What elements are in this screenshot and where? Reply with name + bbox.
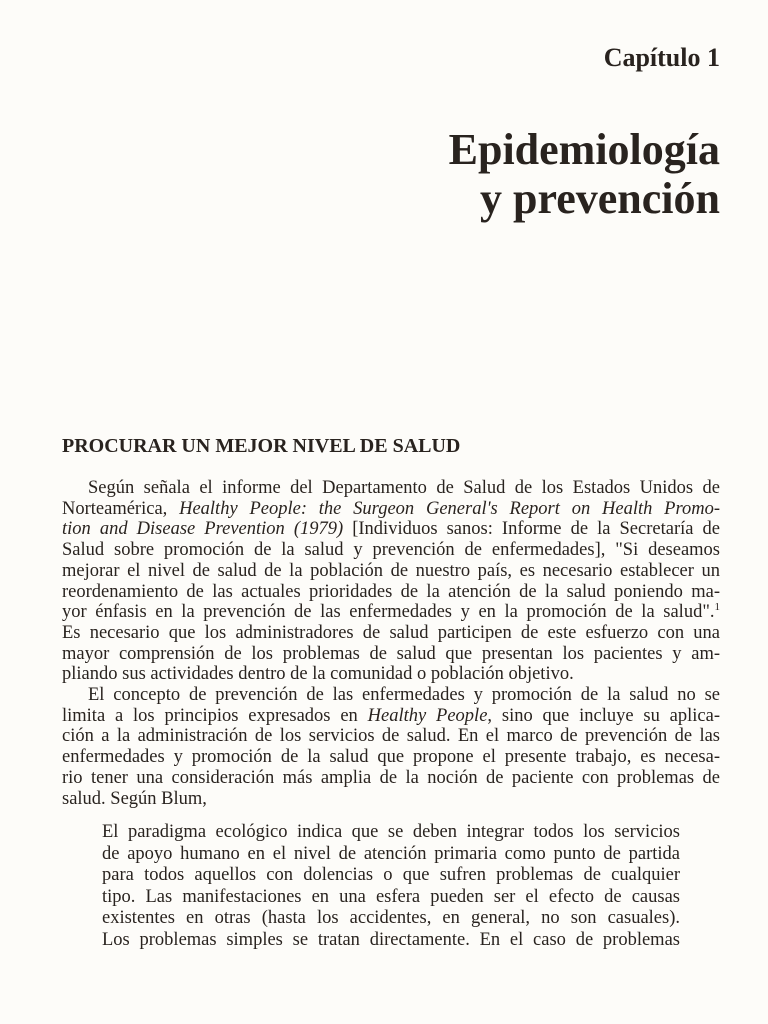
text-run: El concepto de prevención de las enfermedades y promoción de la salud no se [88, 685, 720, 706]
quote-line: de apoyo humano en el nivel de atención primaria como punto de partida [102, 843, 680, 864]
text-line [62, 685, 720, 706]
text-run: yor énfasis en la prevención de las enfermedades y en la promoción de la salud". [62, 602, 715, 623]
paragraph [62, 685, 720, 809]
section-heading: PROCURAR UN MEJOR NIVEL DE SALUD [62, 435, 461, 457]
text-line [62, 768, 720, 789]
chapter-title [449, 125, 720, 223]
text-line [62, 478, 720, 499]
italic-run: tion and Disease Prevention (1979) [62, 519, 344, 540]
text-run: limita a los principios expresados en [62, 705, 368, 726]
paragraph [62, 478, 720, 685]
italic-run: Healthy People [367, 705, 488, 726]
text-line [62, 623, 720, 644]
chapter-label: Capítulo 1 [603, 43, 720, 72]
block-quote [102, 822, 680, 951]
text-run: reordenamiento de las actuales prioridades de la atención de la salud poniendo ma- [62, 581, 720, 602]
chapter-title-line: Epidemiología [448, 125, 720, 174]
text-line [62, 726, 720, 747]
text-run: enfermedades y promoción de la salud que propone el presente trabajo, es necesa- [62, 747, 720, 768]
text-line [62, 499, 720, 520]
text-line [62, 582, 720, 603]
text-run: Es necesario que los administradores de salud participen de este esfuerzo con una [62, 622, 720, 643]
quote-line: para todos aquellos con dolencias o que sufren problemas de cualquier [102, 865, 680, 886]
text-run: Salud sobre promoción de la salud y prevención de enfermedades], "Si deseamos [62, 540, 720, 561]
text-line [62, 789, 720, 810]
quote-line: Los problemas simples se tratan directamente. En el caso de problemas [102, 929, 680, 950]
body-text [62, 478, 720, 951]
text-run: [Individuos sanos: Informe de la Secretaría de [343, 519, 720, 540]
quote-line: existentes en otras (hasta los accidentes, en general, no son casuales). [102, 908, 680, 929]
text-run: mayor comprensión de los problemas de salud que presentan los pacientes y am- [62, 643, 720, 664]
text-run: ción a la administración de los servicios de salud. En el marco de prevención de las [62, 726, 720, 747]
text-run: mejorar el nivel de salud de la población de nuestro país, es necesario establecer un [62, 560, 720, 581]
text-run: rio tener una consideración más amplia de la noción de paciente con problemas de [62, 767, 720, 788]
text-line [62, 540, 720, 561]
quote-line: tipo. Las manifestaciones en una esfera pueden ser el efecto de causas [102, 886, 680, 907]
text-line [62, 747, 720, 768]
footnote-ref: 1 [714, 601, 720, 614]
text-line [62, 644, 720, 665]
chapter-title-line: y prevención [480, 174, 720, 223]
text-line [62, 602, 720, 623]
text-line [62, 706, 720, 727]
text-line [62, 561, 720, 582]
italic-run: Healthy People: the Surgeon General's Report on Health Promo- [179, 498, 720, 519]
text-run: salud. Según Blum, [62, 788, 207, 809]
text-run: Norteamérica, [62, 498, 180, 519]
quote-line: El paradigma ecológico indica que se deben integrar todos los servicios [102, 822, 680, 843]
text-run: Según señala el informe del Departamento de Salud de los Estados Unidos de [88, 478, 720, 498]
text-run: , sino que incluye su aplica- [487, 705, 720, 726]
text-line [62, 664, 720, 685]
text-run: pliando sus actividades dentro de la comunidad o población objetivo. [62, 664, 574, 685]
text-line [62, 519, 720, 540]
